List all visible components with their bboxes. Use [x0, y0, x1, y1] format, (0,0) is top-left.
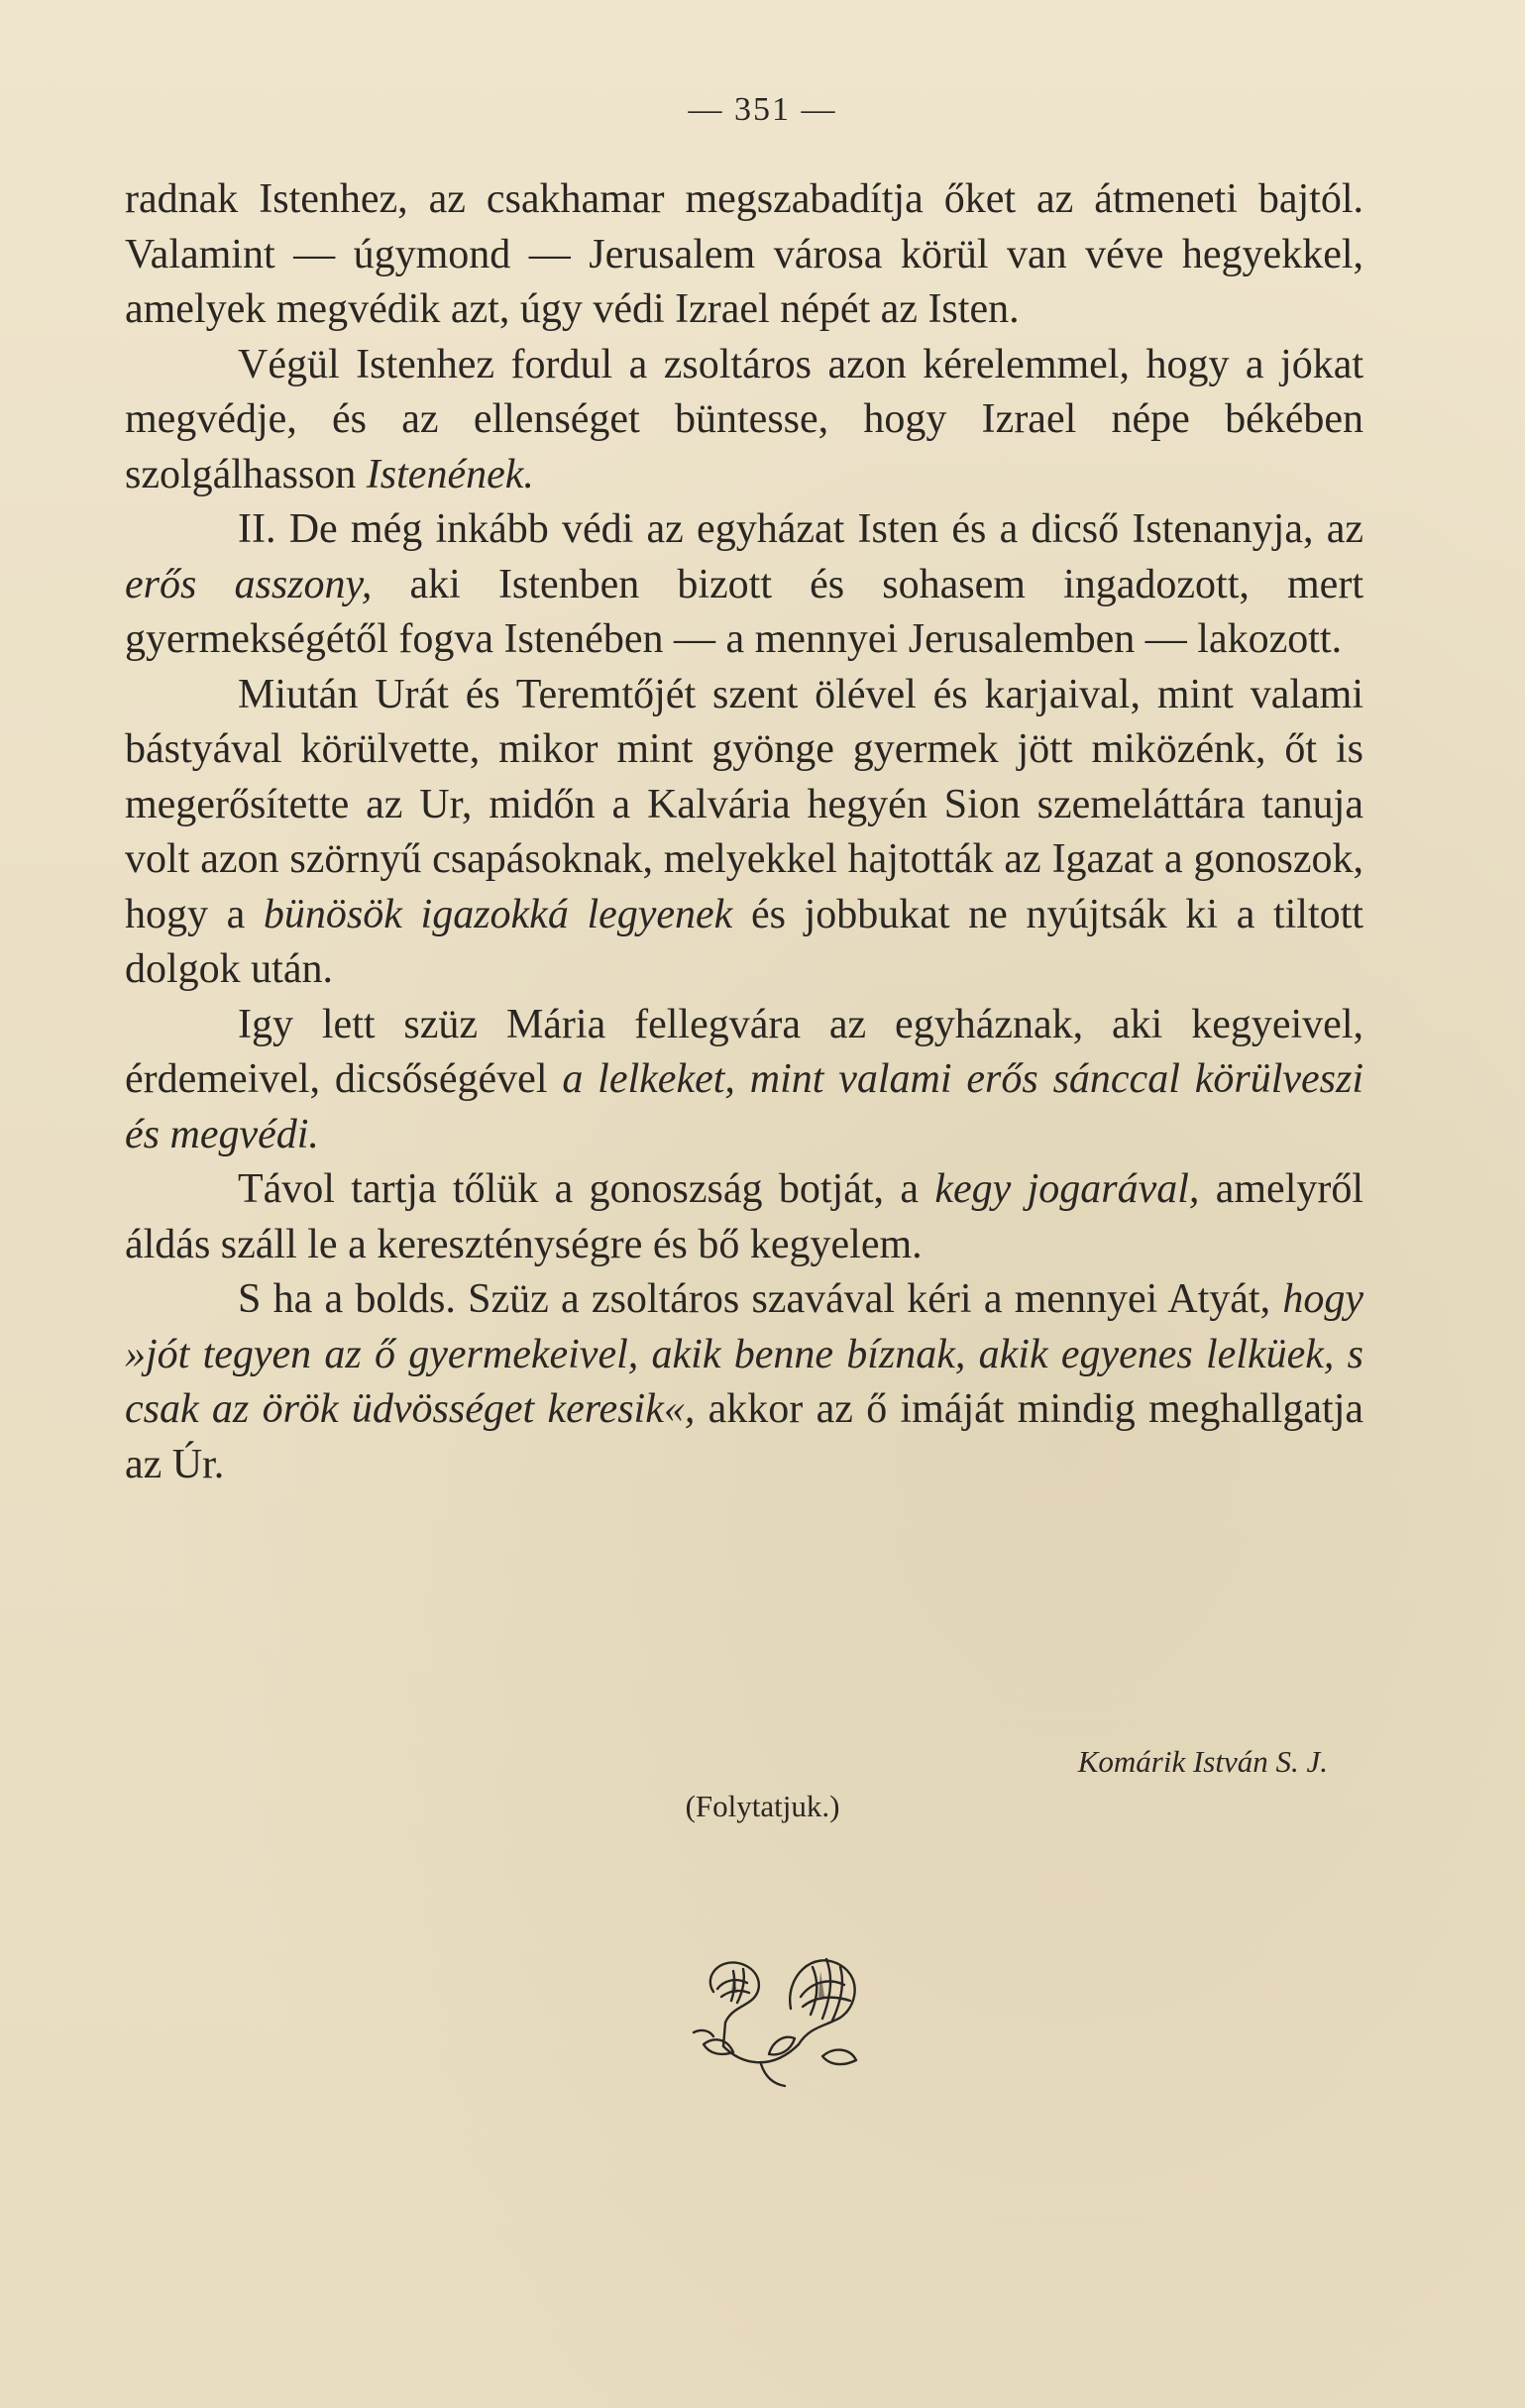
paragraph [125, 998, 1363, 1163]
text-segment: Miután Urát és Teremtőjét szent ölével és karjaival, mint valami bástyával körülvette, mikor mint gyönge gyermek jött miközénk, őt is megerősítette az Ur, midőn a Kalvária hegyén Sion szemeláttára tanuja volt azon szörnyű csapásoknak, melyekkel hajtották az Igazat a gonoszok, hogy a [125, 671, 1363, 937]
italic-text-segment: hogy »jót tegyen az ő gyermekeivel, akik benne bíznak, akik egyenes lelküek, s csak az örök üdvösséget keresik«, [125, 1276, 1363, 1432]
paragraph [125, 502, 1363, 668]
italic-text-segment: Istenének. [366, 451, 534, 497]
paragraph [125, 338, 1363, 503]
text-segment: Végül Istenhez fordul a zsoltáros azon kérelemmel, hogy a jókat megvédje, és az ellenséget büntesse, hogy Izrael népe békében szolgálhasson [125, 341, 1363, 497]
paragraph [125, 172, 1363, 338]
italic-text-segment: erős asszony, [125, 561, 373, 607]
paragraph [125, 1162, 1363, 1272]
text-segment: amelyről áldás száll le a kereszténységre és bő kegyelem. [125, 1166, 1364, 1267]
text-segment: Távol tartja tőlük a gonoszság botját, a [238, 1166, 935, 1212]
paragraph [125, 1272, 1363, 1492]
continued-note: (Folytatjuk.) [685, 1789, 840, 1823]
text-segment: akkor az ő imáját mindig meghallgatja az Úr. [125, 1386, 1364, 1487]
author-signature: Komárik István S. J. [1077, 1744, 1328, 1779]
text-segment: radnak Istenhez, az csakhamar megszabadítja őket az átmeneti bajtól. Valamint — úgymond — Jerusalem városa körül van véve hegyekkel, amelyek megvédik azt, úgy védi Izrael népét az Isten. [125, 176, 1363, 332]
text-segment: és jobbukat ne nyújtsák ki a tiltott dolgok után. [125, 891, 1363, 992]
italic-text-segment: kegy jogarával, [934, 1166, 1200, 1212]
flower-ornament-icon [674, 1937, 882, 2096]
text-segment: S ha a bolds. Szüz a zsoltáros szavával kéri a mennyei Atyát, [238, 1276, 1283, 1322]
italic-text-segment: bünösök igazokká legyenek [263, 891, 733, 937]
italic-text-segment: a lelkeket, mint valami erős sánccal körülveszi és megvédi. [125, 1056, 1364, 1157]
article-body [125, 172, 1363, 1492]
text-segment: II. De még inkább védi az egyházat Isten és a dicső Istenanyja, az [238, 506, 1363, 552]
text-segment: Igy lett szüz Mária fellegvára az egyháznak, aki kegyeivel, érdemeivel, dicsőségével [125, 1001, 1363, 1102]
page-number: — 351 — [688, 91, 837, 128]
text-segment: aki Istenben bizott és sohasem ingadozott, mert gyermekségétől fogva Istenében — a mennyei Jerusalemben — lakozott. [125, 561, 1363, 662]
paragraph [125, 668, 1363, 998]
